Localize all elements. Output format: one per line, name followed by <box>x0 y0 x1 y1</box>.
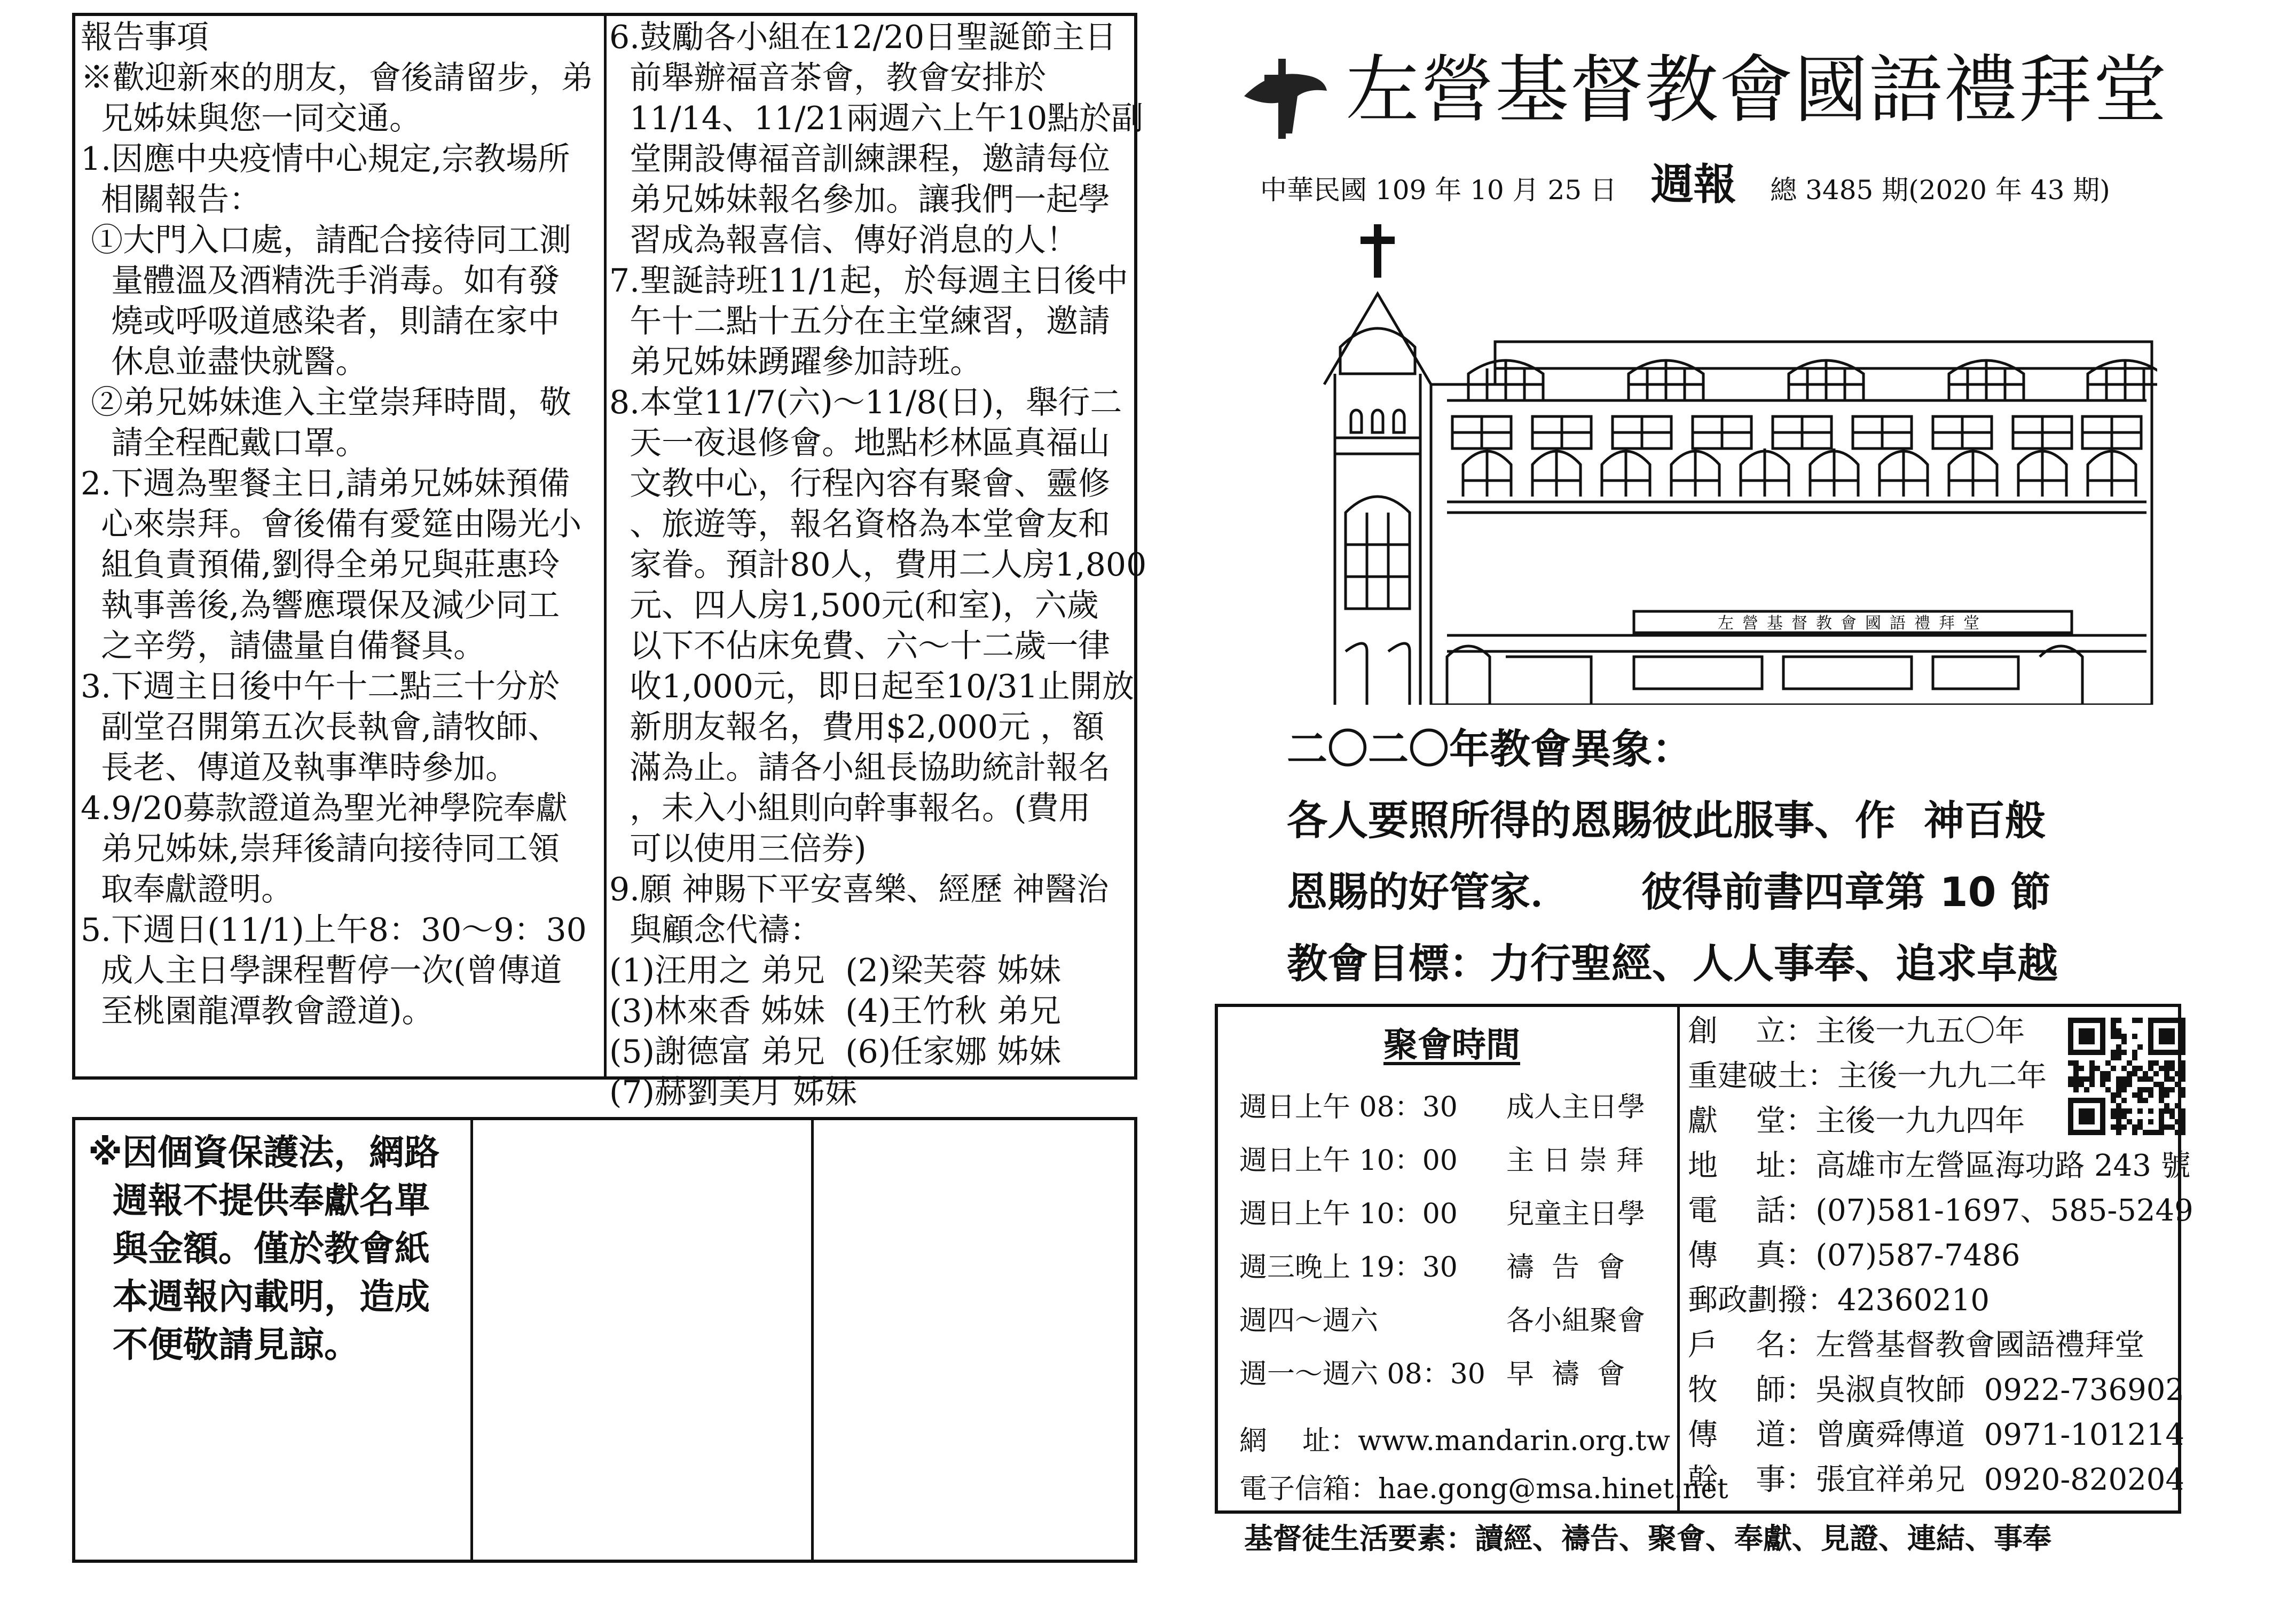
announcement-line: 休息並盡快就醫。 <box>81 343 368 381</box>
announcement-line: ※歡迎新來的朋友，會後請留步，弟 <box>81 59 593 97</box>
announcements-col1 <box>81 21 593 1036</box>
announcement-line: 滿為止。請各小組長協助統計報名 <box>609 749 1111 786</box>
tall-window <box>1949 448 1997 497</box>
announcement-line: 4.9/20募款證道為聖光神學院奉獻 <box>81 790 568 827</box>
building-sign: 左營基督教會國語禮拜堂 <box>1718 614 1988 633</box>
announcement-line: 午十二點十五分在主堂練習，邀請 <box>609 303 1111 340</box>
grid-window <box>1693 416 1751 448</box>
meeting-event: 早 禱 會 <box>1506 1358 1625 1390</box>
tall-window <box>2018 448 2066 497</box>
column-divider <box>470 1120 473 1560</box>
vision-heading: 二〇二〇年教會異象： <box>1287 725 1693 773</box>
issue-date: 中華民國 109 年 10 月 25 日 <box>1260 175 1617 206</box>
announcement-line: 副堂召開第五次長執會,請牧師、 <box>81 709 560 746</box>
announcement-line: 弟兄姊妹報名參加。讓我們一起學 <box>609 181 1111 218</box>
church-logo-icon <box>1239 59 1330 139</box>
qr-code-icon <box>2068 1018 2185 1135</box>
tall-window <box>1671 448 1719 497</box>
announcements-heading: 報告事項 <box>81 19 209 56</box>
vision-statement <box>1287 725 2058 1015</box>
announcement-line: 前舉辦福音茶會，教會安排於 <box>609 59 1047 97</box>
announcements-col2 <box>609 21 1146 1117</box>
announcement-line: 量體溫及酒精洗手消毒。如有發 <box>81 262 560 300</box>
church-fact-line: 創 立：主後一九五〇年 <box>1688 1014 2025 1049</box>
meeting-time: 週一～週六 08：30 <box>1239 1358 1485 1390</box>
announcement-line: 執事善後,為響應環保及減少同工 <box>81 587 560 624</box>
announcement-line: 收1,000元，即日起至10/31止開放 <box>609 668 1134 705</box>
announcement-line: 11/14、11/21兩週六上午10點於副 <box>609 100 1144 137</box>
announcement-line: 燒或呼吸道感染者，則請在家中 <box>81 303 560 340</box>
announcement-line: 6.鼓勵各小組在12/20日聖誕節主日 <box>609 19 1117 56</box>
meeting-time: 週日上午 10：00 <box>1239 1145 1458 1177</box>
announcement-line: 習成為報喜信、傳好消息的人！ <box>609 222 1079 259</box>
tall-window <box>1741 448 1789 497</box>
grid-window <box>1773 416 1831 448</box>
announcement-line: 5.下週日(11/1)上午8：30～9：30 <box>81 911 587 949</box>
announcement-line: 、旅遊等，報名資格為本堂會友和 <box>609 506 1111 543</box>
announcement-line: 堂開設傳福音訓練課程，邀請每位 <box>609 140 1111 178</box>
announcement-line: 以下不佔床免費、六～十二歲一律 <box>609 627 1111 665</box>
announcement-line: 9.願 神賜下平安喜樂、經歷 神醫治 <box>609 871 1109 908</box>
vision-line2: 恩賜的好管家． 彼得前書四章第 10 節 <box>1287 868 2051 916</box>
privacy-notice <box>88 1132 440 1375</box>
announcement-line: (7)赫劉美月 姊妹 <box>609 1074 858 1111</box>
announcement-line: 心來崇拜。會後備有愛筵由陽光小 <box>81 506 582 543</box>
announcement-line: 元、四人房1,500元(和室)，六歲 <box>609 587 1099 624</box>
announcement-line: 與顧念代禱： <box>609 911 822 949</box>
church-fact-line: 傳 真：(07)587-7486 <box>1688 1238 2020 1273</box>
announcement-line: ②弟兄姊妹進入主堂崇拜時間，敬 <box>81 384 572 421</box>
announcement-line: (5)謝德富 弟兄 (6)任家娜 姊妹 <box>609 1033 1061 1071</box>
weekly-label: 週報 <box>1650 159 1736 209</box>
column-divider <box>604 16 607 1076</box>
announcement-line: 成人主日學課程暫停一次(曾傳道 <box>81 952 562 989</box>
meeting-time: 週日上午 08：30 <box>1239 1091 1458 1123</box>
announcement-line: 文教中心，行程內容有聚會、靈修 <box>609 465 1111 502</box>
arched-window <box>1629 360 1703 400</box>
issue-number: 總 3485 期(2020 年 43 期) <box>1770 175 2110 206</box>
announcement-line: 1.因應中央疫情中心規定,宗教場所 <box>81 140 570 178</box>
tall-window <box>1880 448 1928 497</box>
announcement-line: 取奉獻證明。 <box>81 871 294 908</box>
grid-window <box>1853 416 1912 448</box>
announcement-line: 組負責預備,劉得全弟兄與莊惠玲 <box>81 546 560 584</box>
announcement-line: 之辛勞，請儘量自備餐具。 <box>81 627 486 665</box>
meeting-event: 各小組聚會 <box>1506 1305 1646 1337</box>
ground-floor <box>1447 646 2082 705</box>
meeting-event: 成人主日學 <box>1506 1091 1646 1123</box>
announcement-line: ，未入小組則向幹事報名。(費用 <box>609 790 1091 827</box>
grid-window <box>1613 416 1671 448</box>
arched-window <box>1468 360 1543 400</box>
announcement-line: 弟兄姊妹踴躍參加詩班。 <box>609 343 982 381</box>
announcements-box <box>72 13 1147 1111</box>
announcement-line: 至桃園龍潭教會證道)。 <box>81 993 434 1030</box>
church-fact-line: 電 話：(07)581-1697、585-5249 <box>1688 1193 2193 1228</box>
church-fact-line: 地 址：高雄市左營區海功路 243 號 <box>1688 1148 2191 1183</box>
privacy-notice-line: 週報不提供奉獻名單 <box>88 1180 430 1221</box>
privacy-notice-line: ※因個資保護法，網路 <box>88 1132 440 1173</box>
announcement-line: 弟兄姊妹,崇拜後請向接待同工領 <box>81 830 560 868</box>
church-name-title: 左營基督教會國語禮拜堂 <box>1346 47 2168 133</box>
announcement-line: 8.本堂11/7(六)～11/8(日)，舉行二 <box>609 384 1122 421</box>
email: 電子信箱：hae.gong@msa.hinet.net <box>1239 1473 1728 1505</box>
announcement-line: 家眷。預計80人，費用二人房1,800 <box>609 546 1147 584</box>
announcement-line: 長老、傳道及執事準時參加。 <box>81 749 518 786</box>
meeting-times-title: 聚會時間 <box>1383 1026 1520 1065</box>
meeting-time: 週四～週六 <box>1239 1305 1379 1337</box>
announcement-line: 相關報告： <box>81 181 262 218</box>
church-building-illustration <box>1314 214 2157 705</box>
church-fact-line: 郵政劃撥：42360210 <box>1688 1283 1990 1318</box>
meeting-event: 主 日 崇 拜 <box>1506 1145 1644 1177</box>
tall-window <box>1602 448 1650 497</box>
meeting-time: 週日上午 10：00 <box>1239 1198 1458 1230</box>
vision-line1: 各人要照所得的恩賜彼此服事、作 神百般 <box>1287 797 2046 844</box>
grid-window <box>1532 416 1591 448</box>
privacy-notice-line: 與金額。僅於教會紙 <box>88 1228 430 1269</box>
arched-window <box>1789 360 1863 400</box>
church-fact-line: 傳 道：曾廣舜傳道 0971-101214 <box>1688 1418 2185 1452</box>
announcement-line: 3.下週主日後中午十二點三十分於 <box>81 668 560 705</box>
column-divider <box>1677 1007 1680 1510</box>
announcement-line: (1)汪用之 弟兄 (2)梁芙蓉 姊妹 <box>609 952 1061 989</box>
arched-window <box>2088 360 2157 400</box>
arched-window <box>1949 360 2024 400</box>
privacy-box <box>72 1117 1137 1563</box>
church-fact-line: 牧 師：吳淑貞牧師 0922-736902 <box>1688 1373 2185 1407</box>
announcement-line: 天一夜退修會。地點杉林區真福山 <box>609 424 1111 462</box>
announcement-line: 新朋友報名，費用$2,000元 ，額 <box>609 709 1105 746</box>
church-fact-line: 幹 事：張宜祥弟兄 0920-820204 <box>1688 1462 2185 1497</box>
issue-dateline <box>1260 159 2110 209</box>
grid-window <box>2082 416 2141 448</box>
grid-window <box>1452 416 1511 448</box>
announcement-line: 請全程配戴口罩。 <box>81 424 368 462</box>
info-box <box>1215 1004 2193 1514</box>
announcement-line: 可以使用三倍券) <box>609 830 867 868</box>
announcement-line: 7.聖誕詩班11/1起，於每週主日後中 <box>609 262 1128 300</box>
meeting-event: 禱 告 會 <box>1506 1252 1625 1284</box>
church-fact-line: 戶 名：左營基督教會國語禮拜堂 <box>1688 1328 2145 1363</box>
announcement-line: (3)林來香 姊妹 (4)王竹秋 弟兄 <box>609 993 1061 1030</box>
tall-window <box>1810 448 1858 497</box>
meeting-event: 兒童主日學 <box>1506 1198 1646 1230</box>
grid-window <box>1933 416 1992 448</box>
column-divider <box>811 1120 814 1560</box>
announcement-line: 2.下週為聖餐主日,請弟兄姊妹預備 <box>81 465 570 502</box>
website: 網 址：www.mandarin.org.tw <box>1239 1425 1670 1457</box>
tall-window <box>1463 448 1511 497</box>
privacy-notice-line: 不便敬請見諒。 <box>88 1324 359 1365</box>
tall-window <box>2088 448 2136 497</box>
meeting-time: 週三晚上 19：30 <box>1239 1252 1458 1284</box>
tall-window <box>1532 448 1581 497</box>
vision-line3: 教會目標：力行聖經、人人事奉、追求卓越 <box>1287 940 2058 987</box>
announcement-line: 兄姊妹與您一同交通。 <box>81 100 422 137</box>
church-fact-line: 重建破土：主後一九九二年 <box>1688 1059 2047 1093</box>
announcement-line: ①大門入口處，請配合接待同工測 <box>81 222 572 259</box>
privacy-notice-line: 本週報內載明，造成 <box>88 1276 430 1317</box>
church-fact-line: 獻 堂：主後一九九四年 <box>1688 1104 2025 1138</box>
grid-window <box>2013 416 2072 448</box>
christian-life-essentials: 基督徒生活要素：讀經、禱告、聚會、奉獻、見證、連結、事奉 <box>1244 1522 2051 1555</box>
